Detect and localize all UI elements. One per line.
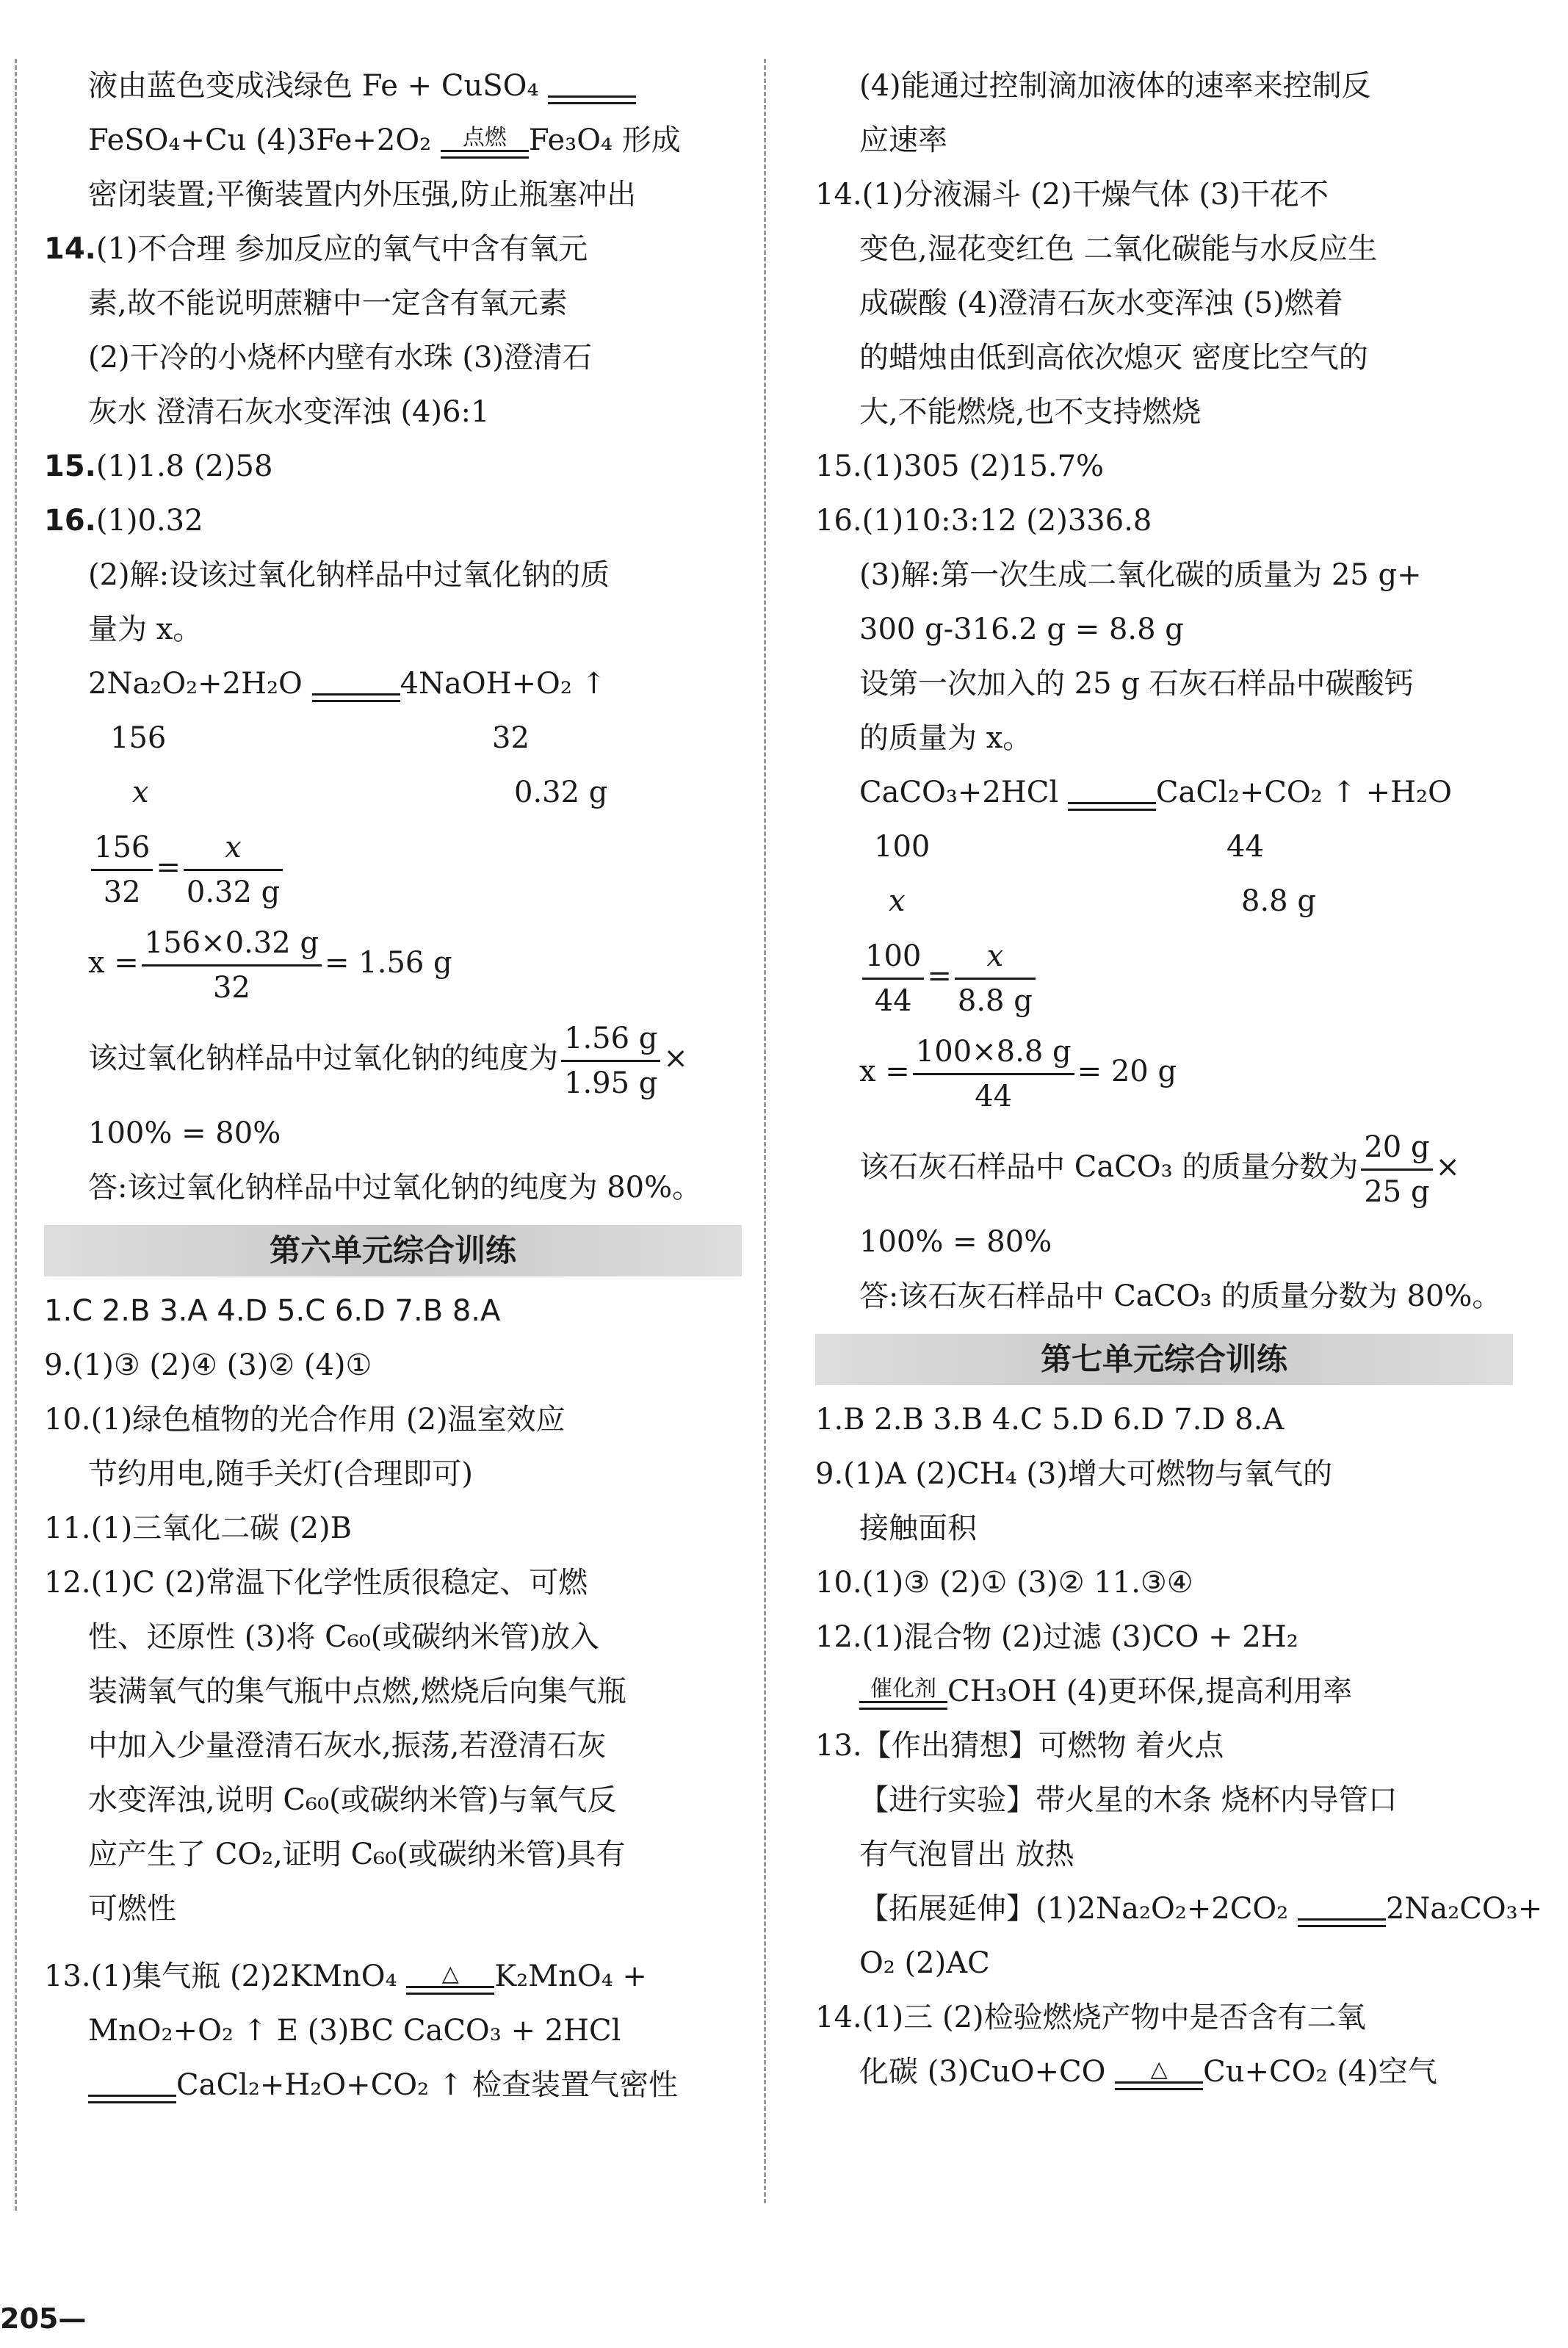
text-line: (2)解:设该过氧化钠样品中过氧化钠的质 — [88, 558, 610, 592]
text: x = — [88, 946, 139, 980]
text-line — [44, 2058, 742, 2112]
text: CaCl₂+CO₂ ↑ +H₂O — [1155, 776, 1452, 809]
fraction — [561, 1017, 660, 1105]
text: = 1.56 g — [325, 946, 452, 980]
variable: x — [889, 884, 906, 918]
text-line — [815, 1882, 1543, 1936]
text: K₂MnO₄ + — [494, 1959, 647, 1993]
text-line: 节约用电,随手关灯(合理即可) — [88, 1457, 473, 1491]
reaction-condition: 点燃 — [462, 125, 507, 151]
text: 化碳 (3)CuO+CO — [859, 2055, 1116, 2089]
reaction-arrow — [441, 126, 529, 159]
column-divider — [764, 59, 766, 2203]
reaction-arrow — [1115, 2058, 1203, 2090]
proportion — [815, 928, 1513, 1024]
text: × — [1435, 1150, 1461, 1184]
numerator: 156×0.32 g — [142, 922, 322, 967]
text-line: 的蜡烛由低到高依次熄灭 密度比空气的 — [859, 341, 1368, 375]
equals-sign — [312, 670, 400, 702]
question-14 — [44, 222, 742, 276]
reaction-arrow — [406, 1962, 494, 1995]
answer-line: 答:该过氧化钠样品中过氧化钠的纯度为 80%。 — [88, 1171, 702, 1204]
numerator: 100 — [862, 935, 924, 980]
text-line: 12.(1)混合物 (2)过滤 (3)CO + 2H₂ — [815, 1620, 1298, 1654]
question-number: 14. — [44, 232, 96, 266]
given-mass: 8.8 g — [1241, 884, 1316, 918]
mass-row — [815, 820, 1513, 874]
text-line: 1.B 2.B 3.B 4.C 5.D 6.D 7.D 8.A — [815, 1403, 1285, 1437]
text: (1)1.8 (2)58 — [95, 449, 273, 483]
solution — [44, 915, 742, 1011]
given-mass: 0.32 g — [514, 776, 608, 809]
text: 2Na₂CO₃+ — [1385, 1892, 1543, 1926]
text: CH₃OH (4)更环保,提高利用率 — [947, 1675, 1353, 1708]
equals: = — [156, 850, 181, 884]
text: x = — [859, 1055, 910, 1088]
text-line: (2)干冷的小烧杯内壁有水珠 (3)澄清石 — [88, 341, 593, 375]
text-line: 应产生了 CO₂,证明 C₆₀(或碳纳米管)具有 — [88, 1838, 626, 1871]
question-15 — [44, 439, 742, 494]
fraction — [1361, 1126, 1432, 1213]
text-line: 素,故不能说明蔗糖中一定含有氧元素 — [88, 286, 568, 320]
text-line: 16.(1)10:3:12 (2)336.8 — [815, 504, 1152, 538]
reaction-condition: △ — [1150, 2056, 1168, 2082]
text-line: 变色,湿花变红色 二氧化碳能与水反应生 — [859, 232, 1378, 266]
text: 【拓展延伸】(1)2Na₂O₂+2CO₂ — [859, 1892, 1298, 1926]
text-line: 9.(1)A (2)CH₄ (3)增大可燃物与氧气的 — [815, 1457, 1332, 1491]
answer-line: 答:该石灰石样品中 CaCO₃ 的质量分数为 80%。 — [859, 1279, 1502, 1313]
text-line: 10.(1)③ (2)① (3)② 11.③④ — [815, 1566, 1193, 1600]
molar-mass: 44 — [1226, 830, 1264, 864]
text-line: MnO₂+O₂ ↑ E (3)BC CaCO₃ + 2HCl — [88, 2014, 621, 2048]
text-line: 成碳酸 (4)澄清石灰水变浑浊 (5)燃着 — [859, 286, 1343, 320]
text-line: 15.(1)305 (2)15.7% — [815, 449, 1105, 483]
text: 液由蓝色变成浅绿色 Fe + CuSO₄ — [88, 69, 549, 103]
text-line: 量为 x。 — [88, 613, 203, 646]
equals-sign — [1068, 779, 1156, 811]
fraction — [913, 1030, 1074, 1118]
text-line: 应速率 — [859, 123, 947, 157]
text: 2Na₂O₂+2H₂O — [88, 667, 312, 701]
mass-row — [815, 874, 1513, 928]
text-line: 的质量为 x。 — [859, 721, 1033, 755]
text-line: 100% = 80% — [859, 1225, 1052, 1259]
denominator: 32 — [103, 875, 141, 909]
text-line — [815, 1664, 1513, 1719]
question-number: 15. — [44, 449, 96, 483]
text: 该石灰石样品中 CaCO₃ 的质量分数为 — [859, 1150, 1359, 1184]
text-line: 性、还原性 (3)将 C₆₀(或碳纳米管)放入 — [88, 1620, 599, 1654]
text: 该过氧化钠样品中过氧化钠的纯度为 — [88, 1041, 558, 1075]
equals-sign — [548, 72, 636, 104]
equals-sign — [88, 2071, 176, 2103]
solution — [815, 1024, 1513, 1119]
text: FeSO₄+Cu (4)3Fe+2O₂ — [88, 123, 441, 157]
text-line: 密闭装置;平衡装置内外压强,防止瓶塞冲出 — [88, 178, 637, 212]
text: (1)0.32 — [95, 504, 203, 538]
text-line: 灰水 澄清石灰水变浑浊 (4)6:1 — [88, 395, 490, 429]
text: Fe₃O₄ 形成 — [528, 123, 681, 157]
text-line: 11.(1)三氧化二碳 (2)B — [44, 1511, 353, 1545]
text-line: 13.【作出猜想】可燃物 着火点 — [815, 1729, 1224, 1763]
text: 4NaOH+O₂ ↑ — [400, 667, 607, 701]
purity-line — [44, 1011, 742, 1106]
text-line: 中加入少量澄清石灰水,振荡,若澄清石灰 — [88, 1729, 607, 1763]
reaction-condition: △ — [441, 1961, 459, 1987]
purity-line — [815, 1119, 1513, 1215]
fraction — [955, 935, 1036, 1022]
text: × — [663, 1041, 688, 1075]
reaction-equation — [44, 657, 742, 711]
text-line: 100% = 80% — [88, 1116, 281, 1150]
text-line — [815, 2045, 1513, 2099]
equals-sign — [1298, 1895, 1386, 1927]
text-line: (3)解:第一次生成二氧化碳的质量为 25 g+ — [859, 558, 1422, 592]
left-margin-dashed-line — [15, 59, 17, 2211]
reaction-arrow — [859, 1677, 947, 1710]
numerator: 100×8.8 g — [913, 1030, 1074, 1075]
right-column — [815, 59, 1543, 2099]
text-line — [44, 1949, 742, 2004]
text-line: 接触面积 — [859, 1511, 977, 1545]
reaction-condition: 催化剂 — [870, 1676, 936, 1702]
text-line: 设第一次加入的 25 g 石灰石样品中碳酸钙 — [859, 667, 1414, 701]
text-line: 有气泡冒出 放热 — [859, 1838, 1074, 1871]
text-line: 9.(1)③ (2)④ (3)② (4)① — [44, 1348, 372, 1382]
text: 13.(1)集气瓶 (2)2KMnO₄ — [44, 1959, 407, 1993]
denominator: 1.95 g — [564, 1066, 658, 1100]
numerator: 156 — [91, 826, 153, 871]
text-line — [44, 113, 742, 167]
page-number: 205— — [0, 2302, 87, 2335]
text: (1)不合理 参加反应的氧气中含有氧元 — [95, 232, 588, 266]
text-line: 【进行实验】带火星的木条 烧杯内导管口 — [859, 1783, 1398, 1817]
text-line — [44, 59, 742, 113]
text-line: 可燃性 — [88, 1892, 176, 1926]
text-line: 水变浑浊,说明 C₆₀(或碳纳米管)与氧气反 — [88, 1783, 617, 1817]
text-line: O₂ (2)AC — [859, 1946, 990, 1980]
denominator: 32 — [212, 970, 250, 1005]
fraction — [142, 922, 322, 1009]
denominator: 44 — [975, 1079, 1013, 1113]
mass-row — [44, 711, 742, 765]
denominator: 0.32 g — [186, 875, 281, 909]
mass-row — [44, 765, 742, 820]
reaction-equation — [815, 765, 1513, 820]
left-column — [44, 59, 742, 2112]
question-number: 16. — [44, 504, 96, 538]
text: = 20 g — [1077, 1055, 1177, 1088]
fraction — [184, 826, 283, 914]
equals: = — [927, 959, 952, 993]
text-line: 12.(1)C (2)常温下化学性质很稳定、可燃 — [44, 1566, 588, 1600]
variable: x — [132, 776, 149, 809]
numerator: 20 g — [1361, 1126, 1432, 1171]
proportion — [44, 820, 742, 915]
fraction — [862, 935, 924, 1022]
text-line: 14.(1)三 (2)检验燃烧产物中是否含有二氧 — [815, 2001, 1366, 2034]
text: CaCl₂+H₂O+CO₂ ↑ 检查装置气密性 — [176, 2068, 679, 2102]
text-line: 10.(1)绿色植物的光合作用 (2)温室效应 — [44, 1403, 566, 1437]
denominator: 25 g — [1364, 1174, 1430, 1209]
fraction — [91, 826, 153, 914]
molar-mass: 156 — [110, 721, 167, 755]
numerator: x — [184, 826, 283, 871]
text-line: 300 g-316.2 g = 8.8 g — [859, 613, 1184, 646]
text-line: 装满氧气的集气瓶中点燃,燃烧后向集气瓶 — [88, 1675, 626, 1708]
numerator: 1.56 g — [561, 1017, 660, 1062]
denominator: 44 — [874, 983, 912, 1018]
question-16 — [44, 494, 742, 548]
text-line: 14.(1)分液漏斗 (2)干燥气体 (3)干花不 — [815, 178, 1329, 212]
text: CaCO₃+2HCl — [859, 776, 1068, 809]
molar-mass: 100 — [874, 830, 931, 864]
text: Cu+CO₂ (4)空气 — [1203, 2055, 1437, 2089]
denominator: 8.8 g — [957, 983, 1033, 1018]
section-banner-unit6: 第六单元综合训练 — [44, 1225, 742, 1276]
molar-mass: 32 — [492, 721, 530, 755]
text-line: 大,不能燃烧,也不支持燃烧 — [859, 395, 1202, 429]
text-line: 1.C 2.B 3.A 4.D 5.C 6.D 7.B 8.A — [44, 1294, 501, 1328]
section-banner-unit7: 第七单元综合训练 — [815, 1334, 1513, 1385]
text-line: (4)能通过控制滴加液体的速率来控制反 — [859, 69, 1371, 103]
numerator: x — [955, 935, 1036, 980]
